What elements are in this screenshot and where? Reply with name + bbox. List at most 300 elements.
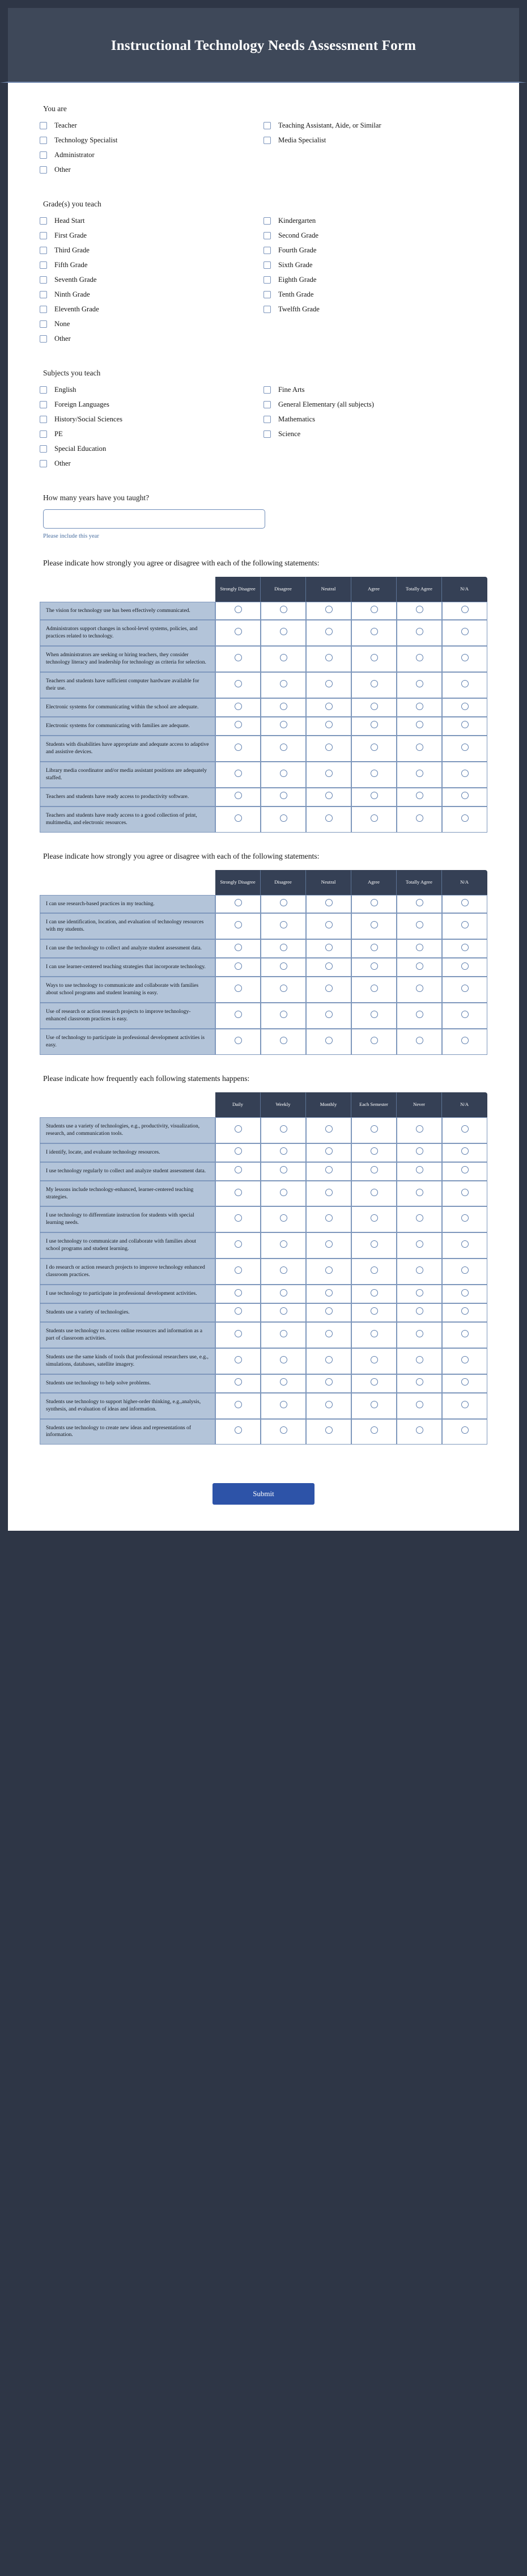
radio-button-icon[interactable] (325, 1125, 333, 1133)
matrix-radio-cell[interactable] (261, 1162, 306, 1181)
matrix-radio-cell[interactable] (351, 1419, 397, 1445)
radio-button-icon[interactable] (461, 1125, 469, 1133)
radio-button-icon[interactable] (235, 962, 242, 970)
matrix-radio-cell[interactable] (442, 1348, 487, 1374)
matrix-radio-cell[interactable] (215, 1419, 261, 1445)
radio-button-icon[interactable] (371, 814, 378, 822)
radio-button-icon[interactable] (371, 1011, 378, 1018)
radio-button-icon[interactable] (461, 1214, 469, 1222)
matrix-radio-cell[interactable] (397, 1419, 442, 1445)
subject-option[interactable] (40, 459, 264, 468)
matrix-radio-cell[interactable] (397, 1322, 442, 1348)
subject-option[interactable] (40, 415, 264, 424)
radio-button-icon[interactable] (416, 654, 423, 661)
you-are-option[interactable] (40, 151, 264, 160)
matrix-radio-cell[interactable] (351, 698, 397, 717)
matrix-radio-cell[interactable] (351, 806, 397, 833)
radio-button-icon[interactable] (416, 1240, 423, 1248)
radio-button-icon[interactable] (325, 1356, 333, 1363)
matrix-radio-cell[interactable] (306, 1181, 351, 1207)
matrix-radio-cell[interactable] (215, 806, 261, 833)
matrix-radio-cell[interactable] (215, 895, 261, 914)
radio-button-icon[interactable] (371, 1356, 378, 1363)
matrix-radio-cell[interactable] (215, 1162, 261, 1181)
radio-button-icon[interactable] (325, 814, 333, 822)
subject-option[interactable] (40, 430, 264, 439)
matrix-radio-cell[interactable] (442, 1285, 487, 1303)
matrix-radio-cell[interactable] (306, 646, 351, 672)
matrix-radio-cell[interactable] (351, 1003, 397, 1029)
matrix-radio-cell[interactable] (351, 736, 397, 762)
checkbox-icon[interactable] (264, 291, 271, 298)
checkbox-icon[interactable] (40, 445, 47, 453)
matrix-radio-cell[interactable] (261, 977, 306, 1003)
subject-option[interactable] (40, 445, 264, 454)
matrix-radio-cell[interactable] (397, 1285, 442, 1303)
radio-button-icon[interactable] (235, 744, 242, 751)
matrix-radio-cell[interactable] (442, 1181, 487, 1207)
radio-button-icon[interactable] (280, 654, 287, 661)
matrix-radio-cell[interactable] (306, 913, 351, 939)
matrix-radio-cell[interactable] (442, 958, 487, 977)
radio-button-icon[interactable] (235, 814, 242, 822)
matrix-radio-cell[interactable] (442, 1162, 487, 1181)
radio-button-icon[interactable] (371, 985, 378, 992)
radio-button-icon[interactable] (280, 1166, 287, 1173)
matrix-radio-cell[interactable] (261, 1206, 306, 1232)
matrix-radio-cell[interactable] (215, 1285, 261, 1303)
radio-button-icon[interactable] (371, 1401, 378, 1408)
subject-option[interactable] (264, 400, 487, 409)
matrix-radio-cell[interactable] (306, 717, 351, 736)
matrix-radio-cell[interactable] (442, 1393, 487, 1419)
radio-button-icon[interactable] (416, 1401, 423, 1408)
matrix-radio-cell[interactable] (351, 1162, 397, 1181)
radio-button-icon[interactable] (371, 1125, 378, 1133)
radio-button-icon[interactable] (280, 770, 287, 777)
radio-button-icon[interactable] (461, 606, 469, 613)
matrix-radio-cell[interactable] (351, 1303, 397, 1322)
grade-option[interactable] (264, 246, 487, 255)
radio-button-icon[interactable] (235, 944, 242, 951)
checkbox-icon[interactable] (40, 122, 47, 129)
radio-button-icon[interactable] (416, 703, 423, 710)
radio-button-icon[interactable] (461, 1147, 469, 1155)
radio-button-icon[interactable] (461, 1011, 469, 1018)
radio-button-icon[interactable] (280, 985, 287, 992)
checkbox-icon[interactable] (264, 247, 271, 254)
radio-button-icon[interactable] (325, 770, 333, 777)
checkbox-icon[interactable] (40, 430, 47, 438)
matrix-radio-cell[interactable] (442, 1003, 487, 1029)
radio-button-icon[interactable] (416, 770, 423, 777)
subject-option[interactable] (264, 415, 487, 424)
radio-button-icon[interactable] (461, 985, 469, 992)
radio-button-icon[interactable] (371, 680, 378, 687)
matrix-radio-cell[interactable] (215, 1303, 261, 1322)
matrix-radio-cell[interactable] (261, 806, 306, 833)
radio-button-icon[interactable] (416, 1147, 423, 1155)
matrix-radio-cell[interactable] (215, 1232, 261, 1259)
radio-button-icon[interactable] (235, 1166, 242, 1173)
matrix-radio-cell[interactable] (306, 1348, 351, 1374)
matrix-radio-cell[interactable] (215, 939, 261, 958)
matrix-radio-cell[interactable] (397, 895, 442, 914)
matrix-radio-cell[interactable] (261, 788, 306, 806)
radio-button-icon[interactable] (325, 1378, 333, 1386)
checkbox-icon[interactable] (40, 416, 47, 423)
radio-button-icon[interactable] (325, 985, 333, 992)
matrix-radio-cell[interactable] (397, 736, 442, 762)
radio-button-icon[interactable] (235, 1289, 242, 1297)
matrix-radio-cell[interactable] (261, 939, 306, 958)
radio-button-icon[interactable] (416, 814, 423, 822)
radio-button-icon[interactable] (280, 1240, 287, 1248)
radio-button-icon[interactable] (416, 1330, 423, 1337)
radio-button-icon[interactable] (325, 1011, 333, 1018)
matrix-radio-cell[interactable] (215, 1374, 261, 1393)
matrix-radio-cell[interactable] (351, 1374, 397, 1393)
radio-button-icon[interactable] (416, 921, 423, 928)
radio-button-icon[interactable] (416, 1266, 423, 1274)
you-are-option[interactable] (264, 136, 487, 145)
matrix-radio-cell[interactable] (261, 1003, 306, 1029)
radio-button-icon[interactable] (325, 703, 333, 710)
radio-button-icon[interactable] (461, 1307, 469, 1315)
matrix-radio-cell[interactable] (442, 913, 487, 939)
radio-button-icon[interactable] (235, 1401, 242, 1408)
radio-button-icon[interactable] (235, 703, 242, 710)
radio-button-icon[interactable] (325, 606, 333, 613)
matrix-radio-cell[interactable] (351, 602, 397, 620)
radio-button-icon[interactable] (416, 1426, 423, 1434)
matrix-radio-cell[interactable] (351, 895, 397, 914)
matrix-radio-cell[interactable] (215, 762, 261, 788)
matrix-radio-cell[interactable] (306, 620, 351, 646)
radio-button-icon[interactable] (416, 1356, 423, 1363)
matrix-radio-cell[interactable] (351, 1206, 397, 1232)
matrix-radio-cell[interactable] (215, 717, 261, 736)
radio-button-icon[interactable] (235, 1189, 242, 1196)
radio-button-icon[interactable] (280, 1307, 287, 1315)
radio-button-icon[interactable] (325, 1330, 333, 1337)
matrix-radio-cell[interactable] (306, 1162, 351, 1181)
matrix-radio-cell[interactable] (442, 646, 487, 672)
radio-button-icon[interactable] (325, 1214, 333, 1222)
matrix-radio-cell[interactable] (215, 1393, 261, 1419)
checkbox-icon[interactable] (40, 247, 47, 254)
radio-button-icon[interactable] (461, 1356, 469, 1363)
radio-button-icon[interactable] (416, 792, 423, 799)
grade-option[interactable] (40, 231, 264, 240)
matrix-radio-cell[interactable] (215, 1143, 261, 1162)
radio-button-icon[interactable] (371, 1037, 378, 1044)
checkbox-icon[interactable] (264, 386, 271, 394)
radio-button-icon[interactable] (325, 962, 333, 970)
radio-button-icon[interactable] (325, 721, 333, 728)
you-are-option[interactable] (40, 121, 264, 130)
radio-button-icon[interactable] (325, 1307, 333, 1315)
matrix-radio-cell[interactable] (442, 806, 487, 833)
matrix-radio-cell[interactable] (261, 1374, 306, 1393)
matrix-radio-cell[interactable] (397, 620, 442, 646)
radio-button-icon[interactable] (461, 944, 469, 951)
radio-button-icon[interactable] (416, 744, 423, 751)
radio-button-icon[interactable] (325, 899, 333, 906)
matrix-radio-cell[interactable] (261, 602, 306, 620)
matrix-radio-cell[interactable] (261, 1143, 306, 1162)
radio-button-icon[interactable] (416, 1378, 423, 1386)
radio-button-icon[interactable] (371, 1378, 378, 1386)
matrix-radio-cell[interactable] (261, 698, 306, 717)
radio-button-icon[interactable] (325, 1037, 333, 1044)
matrix-radio-cell[interactable] (215, 788, 261, 806)
grade-option[interactable] (264, 261, 487, 270)
you-are-option[interactable] (264, 121, 487, 130)
radio-button-icon[interactable] (416, 899, 423, 906)
matrix-radio-cell[interactable] (351, 1232, 397, 1259)
grade-option[interactable] (40, 276, 264, 285)
matrix-radio-cell[interactable] (306, 1143, 351, 1162)
radio-button-icon[interactable] (461, 744, 469, 751)
matrix-radio-cell[interactable] (306, 1117, 351, 1143)
radio-button-icon[interactable] (280, 944, 287, 951)
matrix-radio-cell[interactable] (215, 1117, 261, 1143)
radio-button-icon[interactable] (416, 1307, 423, 1315)
radio-button-icon[interactable] (325, 1289, 333, 1297)
radio-button-icon[interactable] (461, 1166, 469, 1173)
radio-button-icon[interactable] (371, 1307, 378, 1315)
radio-button-icon[interactable] (235, 721, 242, 728)
radio-button-icon[interactable] (325, 654, 333, 661)
radio-button-icon[interactable] (371, 944, 378, 951)
checkbox-icon[interactable] (40, 232, 47, 239)
matrix-radio-cell[interactable] (215, 958, 261, 977)
radio-button-icon[interactable] (235, 899, 242, 906)
matrix-radio-cell[interactable] (306, 1003, 351, 1029)
matrix-radio-cell[interactable] (351, 1259, 397, 1285)
radio-button-icon[interactable] (416, 628, 423, 635)
matrix-radio-cell[interactable] (351, 620, 397, 646)
matrix-radio-cell[interactable] (215, 736, 261, 762)
grade-option[interactable] (264, 305, 487, 314)
matrix-radio-cell[interactable] (215, 1206, 261, 1232)
grade-option[interactable] (40, 290, 264, 299)
matrix-radio-cell[interactable] (306, 698, 351, 717)
radio-button-icon[interactable] (371, 1330, 378, 1337)
matrix-radio-cell[interactable] (306, 1374, 351, 1393)
radio-button-icon[interactable] (280, 792, 287, 799)
radio-button-icon[interactable] (461, 1426, 469, 1434)
matrix-radio-cell[interactable] (215, 602, 261, 620)
radio-button-icon[interactable] (235, 1037, 242, 1044)
radio-button-icon[interactable] (325, 744, 333, 751)
matrix-radio-cell[interactable] (351, 1143, 397, 1162)
matrix-radio-cell[interactable] (397, 602, 442, 620)
matrix-radio-cell[interactable] (261, 762, 306, 788)
submit-button[interactable]: Submit (212, 1483, 314, 1505)
radio-button-icon[interactable] (280, 1189, 287, 1196)
matrix-radio-cell[interactable] (306, 1206, 351, 1232)
radio-button-icon[interactable] (461, 1037, 469, 1044)
matrix-radio-cell[interactable] (442, 1303, 487, 1322)
radio-button-icon[interactable] (325, 1266, 333, 1274)
matrix-radio-cell[interactable] (306, 602, 351, 620)
matrix-radio-cell[interactable] (306, 736, 351, 762)
radio-button-icon[interactable] (461, 814, 469, 822)
matrix-radio-cell[interactable] (397, 1117, 442, 1143)
checkbox-icon[interactable] (40, 306, 47, 313)
checkbox-icon[interactable] (40, 320, 47, 328)
radio-button-icon[interactable] (416, 1037, 423, 1044)
matrix-radio-cell[interactable] (261, 913, 306, 939)
checkbox-icon[interactable] (40, 335, 47, 343)
grade-option[interactable] (40, 246, 264, 255)
matrix-radio-cell[interactable] (306, 1419, 351, 1445)
radio-button-icon[interactable] (235, 628, 242, 635)
matrix-radio-cell[interactable] (215, 620, 261, 646)
grade-option[interactable] (264, 276, 487, 285)
radio-button-icon[interactable] (280, 1401, 287, 1408)
matrix-radio-cell[interactable] (261, 1348, 306, 1374)
radio-button-icon[interactable] (461, 628, 469, 635)
radio-button-icon[interactable] (416, 962, 423, 970)
matrix-radio-cell[interactable] (351, 646, 397, 672)
radio-button-icon[interactable] (280, 628, 287, 635)
radio-button-icon[interactable] (416, 1214, 423, 1222)
grade-option[interactable] (40, 335, 264, 344)
years-taught-input[interactable] (43, 509, 265, 529)
checkbox-icon[interactable] (40, 460, 47, 467)
matrix-radio-cell[interactable] (351, 1117, 397, 1143)
radio-button-icon[interactable] (325, 1240, 333, 1248)
matrix-radio-cell[interactable] (306, 806, 351, 833)
matrix-radio-cell[interactable] (306, 1029, 351, 1055)
radio-button-icon[interactable] (416, 1166, 423, 1173)
radio-button-icon[interactable] (371, 628, 378, 635)
matrix-radio-cell[interactable] (306, 672, 351, 698)
radio-button-icon[interactable] (416, 944, 423, 951)
matrix-radio-cell[interactable] (442, 939, 487, 958)
matrix-radio-cell[interactable] (261, 1232, 306, 1259)
matrix-radio-cell[interactable] (351, 913, 397, 939)
matrix-radio-cell[interactable] (261, 1419, 306, 1445)
matrix-radio-cell[interactable] (442, 1206, 487, 1232)
matrix-radio-cell[interactable] (306, 1285, 351, 1303)
matrix-radio-cell[interactable] (215, 913, 261, 939)
radio-button-icon[interactable] (371, 1240, 378, 1248)
radio-button-icon[interactable] (280, 1011, 287, 1018)
radio-button-icon[interactable] (461, 1240, 469, 1248)
matrix-radio-cell[interactable] (215, 1029, 261, 1055)
radio-button-icon[interactable] (235, 985, 242, 992)
matrix-radio-cell[interactable] (397, 788, 442, 806)
matrix-radio-cell[interactable] (261, 1285, 306, 1303)
checkbox-icon[interactable] (264, 232, 271, 239)
radio-button-icon[interactable] (461, 1189, 469, 1196)
radio-button-icon[interactable] (235, 792, 242, 799)
checkbox-icon[interactable] (264, 137, 271, 144)
radio-button-icon[interactable] (280, 1266, 287, 1274)
radio-button-icon[interactable] (371, 1147, 378, 1155)
radio-button-icon[interactable] (235, 1011, 242, 1018)
radio-button-icon[interactable] (235, 680, 242, 687)
matrix-radio-cell[interactable] (306, 958, 351, 977)
checkbox-icon[interactable] (264, 306, 271, 313)
checkbox-icon[interactable] (264, 122, 271, 129)
radio-button-icon[interactable] (416, 985, 423, 992)
matrix-radio-cell[interactable] (306, 1232, 351, 1259)
radio-button-icon[interactable] (371, 703, 378, 710)
matrix-radio-cell[interactable] (351, 1181, 397, 1207)
matrix-radio-cell[interactable] (397, 1162, 442, 1181)
matrix-radio-cell[interactable] (351, 1322, 397, 1348)
radio-button-icon[interactable] (280, 1378, 287, 1386)
radio-button-icon[interactable] (325, 921, 333, 928)
matrix-radio-cell[interactable] (442, 1419, 487, 1445)
checkbox-icon[interactable] (40, 276, 47, 284)
radio-button-icon[interactable] (416, 1011, 423, 1018)
matrix-radio-cell[interactable] (306, 1303, 351, 1322)
grade-option[interactable] (264, 231, 487, 240)
matrix-radio-cell[interactable] (261, 1303, 306, 1322)
radio-button-icon[interactable] (280, 1330, 287, 1337)
matrix-radio-cell[interactable] (261, 1322, 306, 1348)
matrix-radio-cell[interactable] (397, 1303, 442, 1322)
radio-button-icon[interactable] (280, 703, 287, 710)
matrix-radio-cell[interactable] (442, 1143, 487, 1162)
radio-button-icon[interactable] (416, 1189, 423, 1196)
matrix-radio-cell[interactable] (442, 736, 487, 762)
radio-button-icon[interactable] (235, 1147, 242, 1155)
matrix-radio-cell[interactable] (351, 1285, 397, 1303)
radio-button-icon[interactable] (461, 921, 469, 928)
you-are-option[interactable] (40, 166, 264, 175)
radio-button-icon[interactable] (461, 962, 469, 970)
matrix-radio-cell[interactable] (261, 1181, 306, 1207)
matrix-radio-cell[interactable] (351, 717, 397, 736)
matrix-radio-cell[interactable] (397, 806, 442, 833)
matrix-radio-cell[interactable] (351, 939, 397, 958)
matrix-radio-cell[interactable] (397, 717, 442, 736)
matrix-radio-cell[interactable] (442, 788, 487, 806)
radio-button-icon[interactable] (235, 1426, 242, 1434)
checkbox-icon[interactable] (40, 291, 47, 298)
matrix-radio-cell[interactable] (261, 620, 306, 646)
radio-button-icon[interactable] (235, 1214, 242, 1222)
radio-button-icon[interactable] (461, 770, 469, 777)
matrix-radio-cell[interactable] (397, 1374, 442, 1393)
radio-button-icon[interactable] (235, 921, 242, 928)
matrix-radio-cell[interactable] (397, 1003, 442, 1029)
radio-button-icon[interactable] (371, 792, 378, 799)
matrix-radio-cell[interactable] (306, 1322, 351, 1348)
matrix-radio-cell[interactable] (306, 1393, 351, 1419)
checkbox-icon[interactable] (40, 261, 47, 269)
radio-button-icon[interactable] (325, 944, 333, 951)
matrix-radio-cell[interactable] (397, 1393, 442, 1419)
radio-button-icon[interactable] (416, 606, 423, 613)
radio-button-icon[interactable] (371, 921, 378, 928)
matrix-radio-cell[interactable] (397, 1029, 442, 1055)
radio-button-icon[interactable] (461, 1330, 469, 1337)
radio-button-icon[interactable] (235, 770, 242, 777)
matrix-radio-cell[interactable] (215, 1259, 261, 1285)
radio-button-icon[interactable] (371, 770, 378, 777)
matrix-radio-cell[interactable] (442, 1322, 487, 1348)
matrix-radio-cell[interactable] (397, 646, 442, 672)
matrix-radio-cell[interactable] (351, 1348, 397, 1374)
